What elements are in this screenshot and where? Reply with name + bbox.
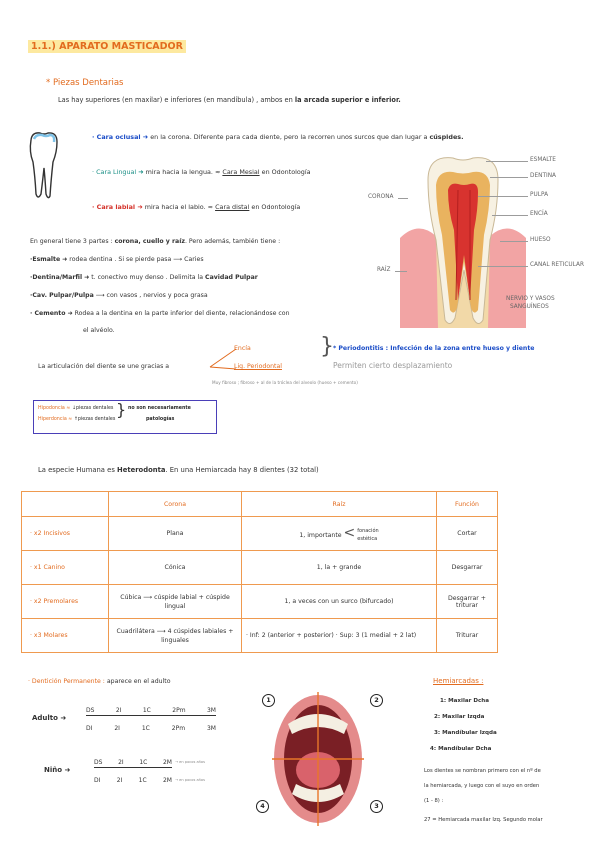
row-corona: Cuadrilátera ⟶ 4 cúspides labiales + linguales (109, 619, 242, 653)
brace: } (320, 334, 334, 359)
table-row (22, 551, 498, 585)
leader-line (500, 241, 528, 242)
ligament-label: Lig. Periodontal (234, 363, 282, 370)
row-funcion: Desgarrar (437, 551, 498, 585)
teeth-table (21, 491, 498, 653)
box-note-1: no son necesariamente (128, 406, 191, 411)
hemiarcada-note: (1 - 8) : (424, 798, 444, 804)
leader-line (398, 198, 408, 199)
hemiarcada-item: 1: Maxilar Dcha (440, 698, 490, 704)
quadrant-4: 4 (256, 800, 269, 813)
table-header: Función (437, 492, 498, 517)
leader-line (478, 266, 528, 267)
row-raiz: 1, la + grande (242, 551, 437, 585)
row-raiz: 1, importante < fonación estética (242, 517, 437, 551)
label-pulpa: PULPA (530, 192, 549, 198)
section-title: * Piezas Dentarias (46, 78, 124, 88)
page-title: 1.1.) APARATO MASTICADOR (28, 40, 186, 53)
row-name: · x2 Incisivos (22, 517, 109, 551)
mouth-illustration (270, 690, 366, 828)
leader-line (492, 215, 528, 216)
child-note: → en pocos años (175, 760, 206, 764)
parts-general: En general tiene 3 partes : corona, cuello y raíz. Pero además, también tiene : (30, 238, 281, 245)
table-header: Corona (109, 492, 242, 517)
label-nervio: NERVIO Y VASOS (506, 296, 555, 302)
quadrant-2: 2 (370, 694, 383, 707)
dentition-title: · Dentición Permanente : aparece en el adulto (28, 678, 171, 685)
intro-line: Las hay superiores (en maxilar) e inferiores (en mandíbula) , ambos en la arcada superior e inferior. (58, 96, 401, 104)
hemiarcada-note: Los dientes se nombran primero con el nº de (424, 768, 541, 774)
part-alveolo: el alvéolo. (83, 327, 115, 334)
table-header-row (22, 492, 498, 517)
table-row (22, 517, 498, 551)
row-raiz: · Inf: 2 (anterior + posterior) · Sup: 3 (1 medial + 2 lat) (242, 619, 437, 653)
table-row (22, 585, 498, 619)
row-corona: Cúbica ⟶ cúspide labial + cúspide lingual (109, 585, 242, 619)
species-line: La especie Humana es Heterodonta. En una Hemiarcada hay 8 dientes (32 total) (38, 466, 319, 474)
hemiarcada-item: 4: Mandíbular Dcha (430, 746, 492, 752)
label-hueso: HUESO (530, 237, 551, 243)
hemiarcadas-title: Hemiarcadas : (433, 677, 484, 685)
row-name: · x1 Canino (22, 551, 109, 585)
table-header: Raíz (242, 492, 437, 517)
part-esmalte: ·Esmalte ➜ rodea dentina . Si se pierde pasa ⟶ Caries (30, 256, 204, 263)
hemiarcada-note: la hemiarcada, y luego con el suyo en orden (424, 783, 540, 789)
label-corona: CORONA (368, 194, 394, 200)
face-labial: · Cara labial ➜ mira hacia el labio. ≈ Cara distal en Odontología (92, 203, 301, 211)
articulation-text: La articulación del diente se une gracias a (38, 363, 170, 370)
row-name: · x2 Premolares (22, 585, 109, 619)
label-canal-reticular: CANAL RETICULAR (530, 262, 584, 268)
part-cemento: · Cemento ➜ Rodea a la dentina en la parte inferior del diente, relacionándose con (30, 310, 290, 317)
leader-line (395, 271, 407, 272)
tooth-icon (26, 130, 62, 202)
leader-line (490, 177, 528, 178)
child-bottom-row: DI 2I 1C 2M (94, 777, 172, 784)
label-sanguineos: SANGUÍNEOS (510, 304, 549, 310)
row-funcion: Triturar (437, 619, 498, 653)
label-encia: ENCÍA (530, 211, 548, 217)
brace: } (116, 400, 127, 419)
label-esmalte: ESMALTE (530, 157, 556, 163)
row-name: · x3 Molares (22, 619, 109, 653)
row-raiz: 1, a veces con un surco (bifurcado) (242, 585, 437, 619)
table-header (22, 492, 109, 517)
label-dentina: DENTINA (530, 173, 557, 179)
part-dentina: ·Dentina/Marfil ➜ t. conectivo muy denso . Delimita la Cavidad Pulpar (30, 274, 258, 281)
row-funcion: Desgarrar + triturar (437, 585, 498, 619)
hemiarcada-example: 27 = Hemiarcada maxilar Izq. Segundo molar (424, 817, 543, 823)
hemiarcada-item: 3: Mandíbular Izqda (434, 730, 497, 736)
row-corona: Cónica (109, 551, 242, 585)
box-note-2: patologías (146, 417, 175, 422)
periodontitis-sub: Permiten cierto desplazamiento (333, 361, 453, 370)
face-lingual: · Cara Lingual ➜ mira hacia la lengua. ≈ Cara Mesial en Odontología (92, 168, 311, 176)
child-label: Niño ➜ (44, 766, 71, 774)
quadrant-3: 3 (370, 800, 383, 813)
hipodoncia: Hipodoncia ≈ ↓piezas dentales (38, 406, 114, 411)
face-oclusal: · Cara oclusal ➜ en la corona. Diferente para cada diente, pero la recorren unos surcos que dan lugar a cúspides. (92, 133, 464, 141)
adult-bottom-row: DI 2I 1C 2Pm 3M (86, 725, 216, 732)
hemiarcada-item: 2: Maxilar Izqda (434, 714, 485, 720)
ligament-note: Muy fibroso ; fibroso + al de la tróclea del alveolo (hueso + cemento) (212, 380, 358, 385)
label-raiz: RAÍZ (377, 267, 391, 273)
table-row (22, 619, 498, 653)
hiperdoncia: Hiperdoncia ≈ ↑piezas dentales (38, 417, 116, 422)
part-pulpa: ·Cav. Pulpar/Pulpa ⟶ con vasos , nervios y poca grasa (30, 292, 208, 299)
periodontitis: * Periodontitis : Infección de la zona entre hueso y diente (333, 345, 535, 352)
adult-label: Adulto ➜ (32, 714, 67, 722)
adult-top-row: DS 2I 1C 2Pm 3M (86, 707, 216, 714)
child-note: → en pocos años (175, 778, 206, 782)
leader-line (486, 161, 528, 162)
quadrant-1: 1 (262, 694, 275, 707)
leader-line (478, 196, 528, 197)
child-top-row: DS 2I 1C 2M (94, 759, 172, 766)
row-funcion: Cortar (437, 517, 498, 551)
encia-label: Encía (234, 345, 251, 352)
row-corona: Plana (109, 517, 242, 551)
